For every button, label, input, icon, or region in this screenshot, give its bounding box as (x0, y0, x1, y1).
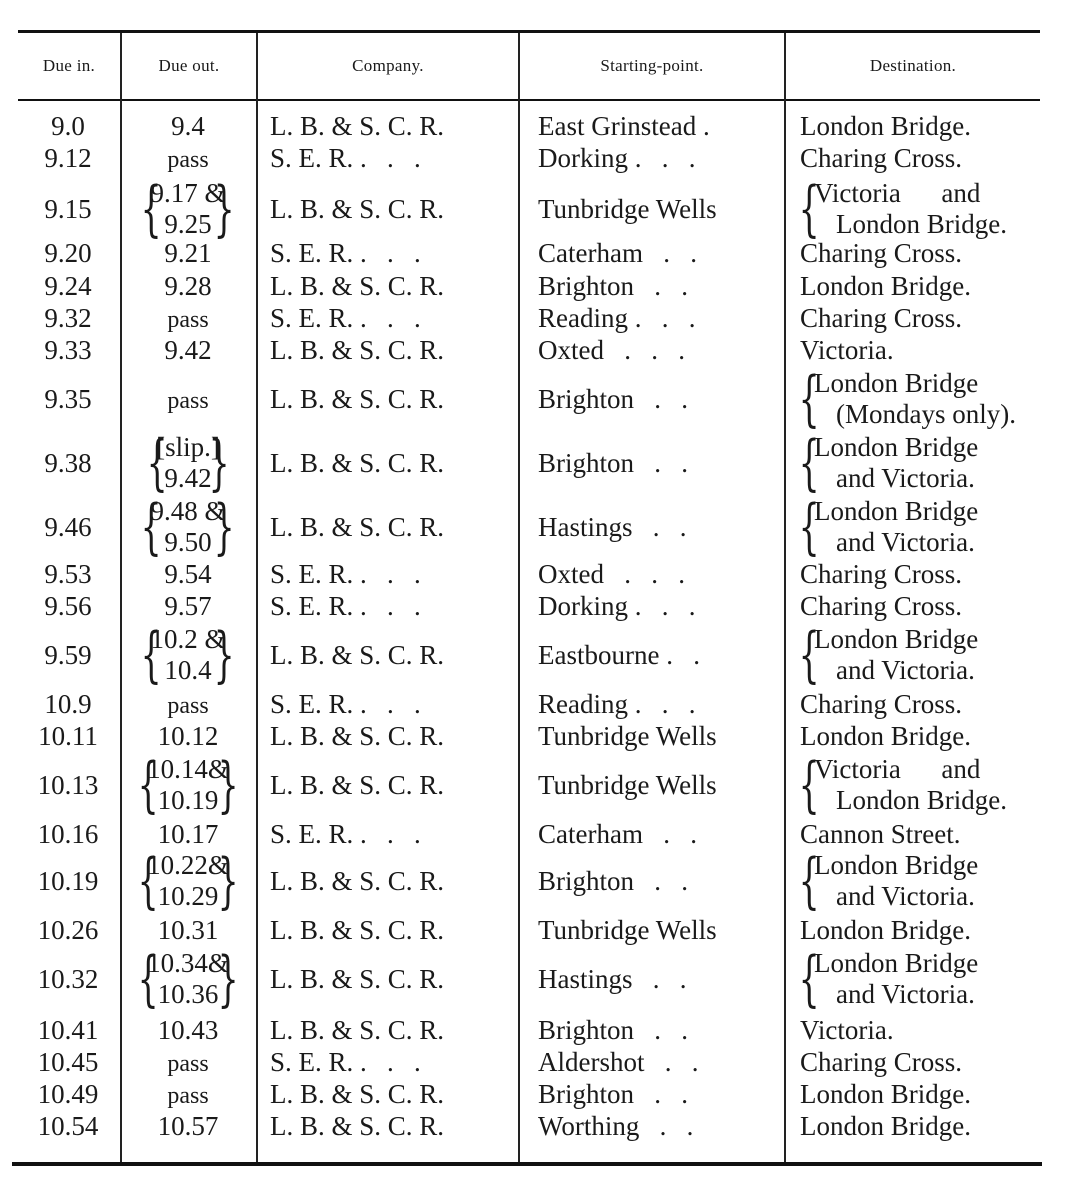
due-out-group (146, 428, 230, 498)
company-cell: L. B. & S. C. R. (270, 866, 445, 896)
company-cell: L. B. & S. C. R. (270, 770, 445, 800)
header-starting-point: Starting-point. (600, 56, 704, 75)
right-brace: } (213, 174, 235, 244)
due-out-group (141, 492, 235, 562)
due-out-cell (124, 1046, 252, 1080)
due-out-value: 9.54 (164, 559, 212, 589)
destination-cell (800, 1014, 1050, 1046)
company-cell: L. B. & S. C. R. (270, 111, 445, 141)
due-in-cell: 9.12 (44, 143, 92, 173)
destination-value: London Bridge. (800, 111, 971, 141)
due-out-value: pass (167, 1083, 209, 1109)
destination-group (798, 846, 1050, 916)
due-out-cell (124, 174, 252, 244)
starting-point-cell: Hastings . . (538, 964, 687, 994)
company-cell: S. E. R. . . . (270, 819, 421, 849)
due-out-cell (124, 688, 252, 722)
due-in-cell: 9.59 (44, 640, 92, 670)
due-out-value: pass (167, 307, 209, 333)
company-cell: L. B. & S. C. R. (270, 640, 445, 670)
due-out-cell (124, 492, 252, 562)
left-brace: { (141, 174, 163, 244)
destination-line: London Bridge. (836, 785, 1007, 815)
starting-point-cell: Dorking . . . (538, 591, 696, 621)
company-cell: S. E. R. . . . (270, 1047, 421, 1077)
starting-point-cell: Worthing . . (538, 1111, 694, 1141)
destination-cell (798, 364, 1050, 434)
destination-group (798, 428, 1050, 498)
destination-value: Charing Cross. (800, 1047, 962, 1077)
destination-value: London Bridge. (800, 721, 971, 751)
due-out-cell (124, 1110, 252, 1142)
company-cell: L. B. & S. C. R. (270, 964, 445, 994)
destination-cell (800, 914, 1050, 946)
due-out-group (137, 750, 239, 820)
due-in-cell: 9.56 (44, 591, 92, 621)
header-destination: Destination. (869, 56, 957, 75)
due-in-cell: 9.15 (44, 194, 92, 224)
destination-cell (800, 270, 1050, 302)
due-out-cell (124, 428, 252, 498)
destination-line: Victoria and (814, 178, 981, 208)
due-in-cell: 9.32 (44, 303, 92, 333)
destination-cell (800, 590, 1050, 622)
due-in-cell: 10.19 (37, 866, 99, 896)
destination-line: and Victoria. (836, 881, 975, 911)
destination-cell (798, 620, 1050, 690)
destination-line: and Victoria. (836, 463, 975, 493)
destination-value: Charing Cross. (800, 303, 962, 333)
due-out-line: 10.36 (157, 979, 219, 1009)
due-out-value: 10.31 (157, 915, 219, 945)
due-out-cell (124, 1078, 252, 1112)
due-out-line: 9.25 (164, 209, 212, 239)
destination-cell (798, 846, 1050, 916)
company-cell: L. B. & S. C. R. (270, 1079, 445, 1109)
destination-group (798, 620, 1050, 690)
due-in-cell: 10.49 (37, 1079, 99, 1109)
due-out-line: [slip.] (156, 432, 220, 462)
company-cell: L. B. & S. C. R. (270, 721, 445, 751)
due-out-cell (124, 620, 252, 690)
due-in-cell: 10.32 (37, 964, 99, 994)
starting-point-cell: Tunbridge Wells (538, 915, 717, 945)
starting-point-cell: Brighton . . (538, 866, 689, 896)
due-in-cell: 9.38 (44, 448, 92, 478)
due-in-cell: 10.54 (37, 1111, 99, 1141)
destination-value: Cannon Street. (800, 819, 961, 849)
due-out-line: 9.17 & (150, 178, 226, 208)
destination-cell (798, 492, 1050, 562)
destination-line: London Bridge (814, 624, 979, 654)
left-brace: { (798, 620, 820, 690)
left-brace: { (798, 364, 820, 434)
right-brace: } (217, 750, 239, 820)
due-out-cell (124, 750, 252, 820)
destination-value: London Bridge. (800, 1079, 971, 1109)
due-out-cell (124, 846, 252, 916)
due-out-value: 10.17 (157, 819, 219, 849)
header-due-in: Due in. (42, 56, 96, 75)
due-in-cell: 9.46 (44, 512, 92, 542)
due-out-line: 10.29 (157, 881, 219, 911)
due-out-group (141, 620, 235, 690)
left-brace: { (137, 944, 159, 1014)
left-brace: { (141, 620, 163, 690)
due-out-value: 9.42 (164, 335, 212, 365)
due-out-value: pass (167, 147, 209, 173)
due-in-cell: 9.53 (44, 559, 92, 589)
header-rule (18, 99, 1040, 101)
destination-cell (800, 720, 1050, 752)
due-out-line: 10.4 (164, 655, 212, 685)
destination-cell (798, 750, 1050, 820)
due-in-cell: 9.35 (44, 384, 92, 414)
due-in-cell: 9.33 (44, 335, 92, 365)
due-out-value: pass (167, 693, 209, 719)
company-cell: L. B. & S. C. R. (270, 915, 445, 945)
column-divider (256, 33, 258, 1162)
due-out-value: 9.21 (164, 238, 212, 268)
due-out-line: 10.19 (157, 785, 219, 815)
company-cell: L. B. & S. C. R. (270, 194, 445, 224)
right-brace: } (217, 846, 239, 916)
destination-cell (800, 558, 1050, 590)
due-out-value: 10.43 (157, 1015, 219, 1045)
destination-cell (798, 174, 1050, 244)
destination-value: London Bridge. (800, 271, 971, 301)
destination-cell (800, 334, 1050, 366)
destination-value: Victoria. (800, 1015, 894, 1045)
right-brace: } (217, 944, 239, 1014)
starting-point-cell: Brighton . . (538, 384, 689, 414)
column-divider (120, 33, 122, 1162)
starting-point-cell: East Grinstead . (538, 111, 710, 141)
destination-cell (800, 818, 1050, 850)
destination-line: London Bridge (814, 368, 979, 398)
header-company: Company. (352, 56, 424, 75)
destination-line: and Victoria. (836, 527, 975, 557)
starting-point-cell: Dorking . . . (538, 143, 696, 173)
due-out-cell (124, 237, 252, 269)
due-out-value: 9.28 (164, 271, 212, 301)
bottom-rule (12, 1162, 1042, 1166)
due-out-value: 10.12 (157, 721, 219, 751)
destination-line: London Bridge (814, 432, 979, 462)
right-brace: } (208, 428, 230, 498)
destination-cell (800, 142, 1050, 174)
left-brace: { (798, 428, 820, 498)
due-in-cell: 10.45 (37, 1047, 99, 1077)
left-brace: { (137, 750, 159, 820)
destination-cell (798, 428, 1050, 498)
starting-point-cell: Brighton . . (538, 271, 689, 301)
destination-cell (800, 688, 1050, 720)
destination-line: and Victoria. (836, 979, 975, 1009)
starting-point-cell: Oxted . . . (538, 559, 685, 589)
left-brace: { (798, 174, 820, 244)
starting-point-cell: Hastings . . (538, 512, 687, 542)
destination-value: London Bridge. (800, 1111, 971, 1141)
due-out-line: 9.42 (164, 463, 212, 493)
due-out-value: pass (167, 388, 209, 414)
company-cell: S. E. R. . . . (270, 559, 421, 589)
company-cell: L. B. & S. C. R. (270, 335, 445, 365)
destination-group (798, 750, 1050, 820)
starting-point-cell: Eastbourne . . (538, 640, 700, 670)
company-cell: L. B. & S. C. R. (270, 384, 445, 414)
company-cell: S. E. R. . . . (270, 238, 421, 268)
company-cell: S. E. R. . . . (270, 143, 421, 173)
right-brace: } (213, 492, 235, 562)
destination-line: London Bridge (814, 850, 979, 880)
due-out-value: 10.57 (157, 1111, 219, 1141)
due-in-cell: 10.11 (38, 721, 98, 751)
destination-line: Victoria and (814, 754, 981, 784)
column-divider (518, 33, 520, 1162)
due-in-cell: 10.41 (37, 1015, 99, 1045)
starting-point-cell: Brighton . . (538, 448, 689, 478)
starting-point-cell: Brighton . . (538, 1079, 689, 1109)
due-out-value: pass (167, 1051, 209, 1077)
destination-cell (800, 1110, 1050, 1142)
destination-line: (Mondays only). (836, 399, 1016, 429)
due-out-cell (124, 142, 252, 176)
destination-value: Victoria. (800, 335, 894, 365)
due-out-cell (124, 270, 252, 302)
starting-point-cell: Reading . . . (538, 689, 696, 719)
destination-group (798, 174, 1050, 244)
company-cell: S. E. R. . . . (270, 303, 421, 333)
due-out-cell (124, 914, 252, 946)
destination-cell (800, 1046, 1050, 1078)
destination-value: Charing Cross. (800, 559, 962, 589)
company-cell: L. B. & S. C. R. (270, 1015, 445, 1045)
starting-point-cell: Tunbridge Wells (538, 721, 717, 751)
starting-point-cell: Reading . . . (538, 303, 696, 333)
due-out-cell (124, 720, 252, 752)
due-out-group (141, 174, 235, 244)
left-brace: { (141, 492, 163, 562)
due-out-cell (124, 110, 252, 142)
destination-group (798, 492, 1050, 562)
starting-point-cell: Caterham . . (538, 238, 697, 268)
due-out-line: 10.2 & (150, 624, 226, 654)
due-out-group (137, 944, 239, 1014)
left-brace: { (798, 492, 820, 562)
company-cell: L. B. & S. C. R. (270, 448, 445, 478)
company-cell: L. B. & S. C. R. (270, 512, 445, 542)
left-brace: { (146, 428, 168, 498)
starting-point-cell: Tunbridge Wells (538, 194, 717, 224)
starting-point-cell: Brighton . . (538, 1015, 689, 1045)
column-divider (784, 33, 786, 1162)
destination-value: Charing Cross. (800, 238, 962, 268)
destination-cell (800, 110, 1050, 142)
company-cell: S. E. R. . . . (270, 689, 421, 719)
destination-cell (800, 1078, 1050, 1110)
due-out-value: 9.4 (171, 111, 205, 141)
due-in-cell: 9.20 (44, 238, 92, 268)
due-out-line: 10.34& (147, 948, 229, 978)
due-out-cell (124, 383, 252, 417)
destination-line: London Bridge. (836, 209, 1007, 239)
left-brace: { (798, 846, 820, 916)
destination-cell (800, 302, 1050, 334)
destination-cell (798, 944, 1050, 1014)
due-in-cell: 9.24 (44, 271, 92, 301)
due-out-group (137, 846, 239, 916)
due-out-cell (124, 302, 252, 336)
left-brace: { (798, 944, 820, 1014)
header-due-out: Due out. (158, 56, 220, 75)
starting-point-cell: Aldershot . . (538, 1047, 699, 1077)
starting-point-cell: Caterham . . (538, 819, 697, 849)
due-out-line: 9.50 (164, 527, 212, 557)
left-brace: { (798, 750, 820, 820)
destination-value: Charing Cross. (800, 591, 962, 621)
due-out-line: 10.22& (147, 850, 229, 880)
company-cell: L. B. & S. C. R. (270, 1111, 445, 1141)
destination-value: London Bridge. (800, 915, 971, 945)
destination-line: and Victoria. (836, 655, 975, 685)
starting-point-cell: Tunbridge Wells (538, 770, 717, 800)
destination-group (798, 944, 1050, 1014)
due-out-line: 9.48 & (150, 496, 226, 526)
due-out-cell (124, 944, 252, 1014)
destination-line: London Bridge (814, 948, 979, 978)
due-in-cell: 10.16 (37, 819, 99, 849)
due-out-cell (124, 590, 252, 622)
due-out-value: 9.57 (164, 591, 212, 621)
destination-cell (800, 237, 1050, 269)
due-in-cell: 9.0 (51, 111, 85, 141)
destination-value: Charing Cross. (800, 143, 962, 173)
left-brace: { (137, 846, 159, 916)
destination-value: Charing Cross. (800, 689, 962, 719)
company-cell: L. B. & S. C. R. (270, 271, 445, 301)
due-out-cell (124, 558, 252, 590)
destination-line: London Bridge (814, 496, 979, 526)
company-cell: S. E. R. . . . (270, 591, 421, 621)
due-out-cell (124, 334, 252, 366)
right-brace: } (213, 620, 235, 690)
due-out-cell (124, 1014, 252, 1046)
destination-group (798, 364, 1050, 434)
due-out-line: 10.14& (147, 754, 229, 784)
due-in-cell: 10.26 (37, 915, 99, 945)
starting-point-cell: Oxted . . . (538, 335, 685, 365)
due-in-cell: 10.9 (44, 689, 92, 719)
due-in-cell: 10.13 (37, 770, 99, 800)
